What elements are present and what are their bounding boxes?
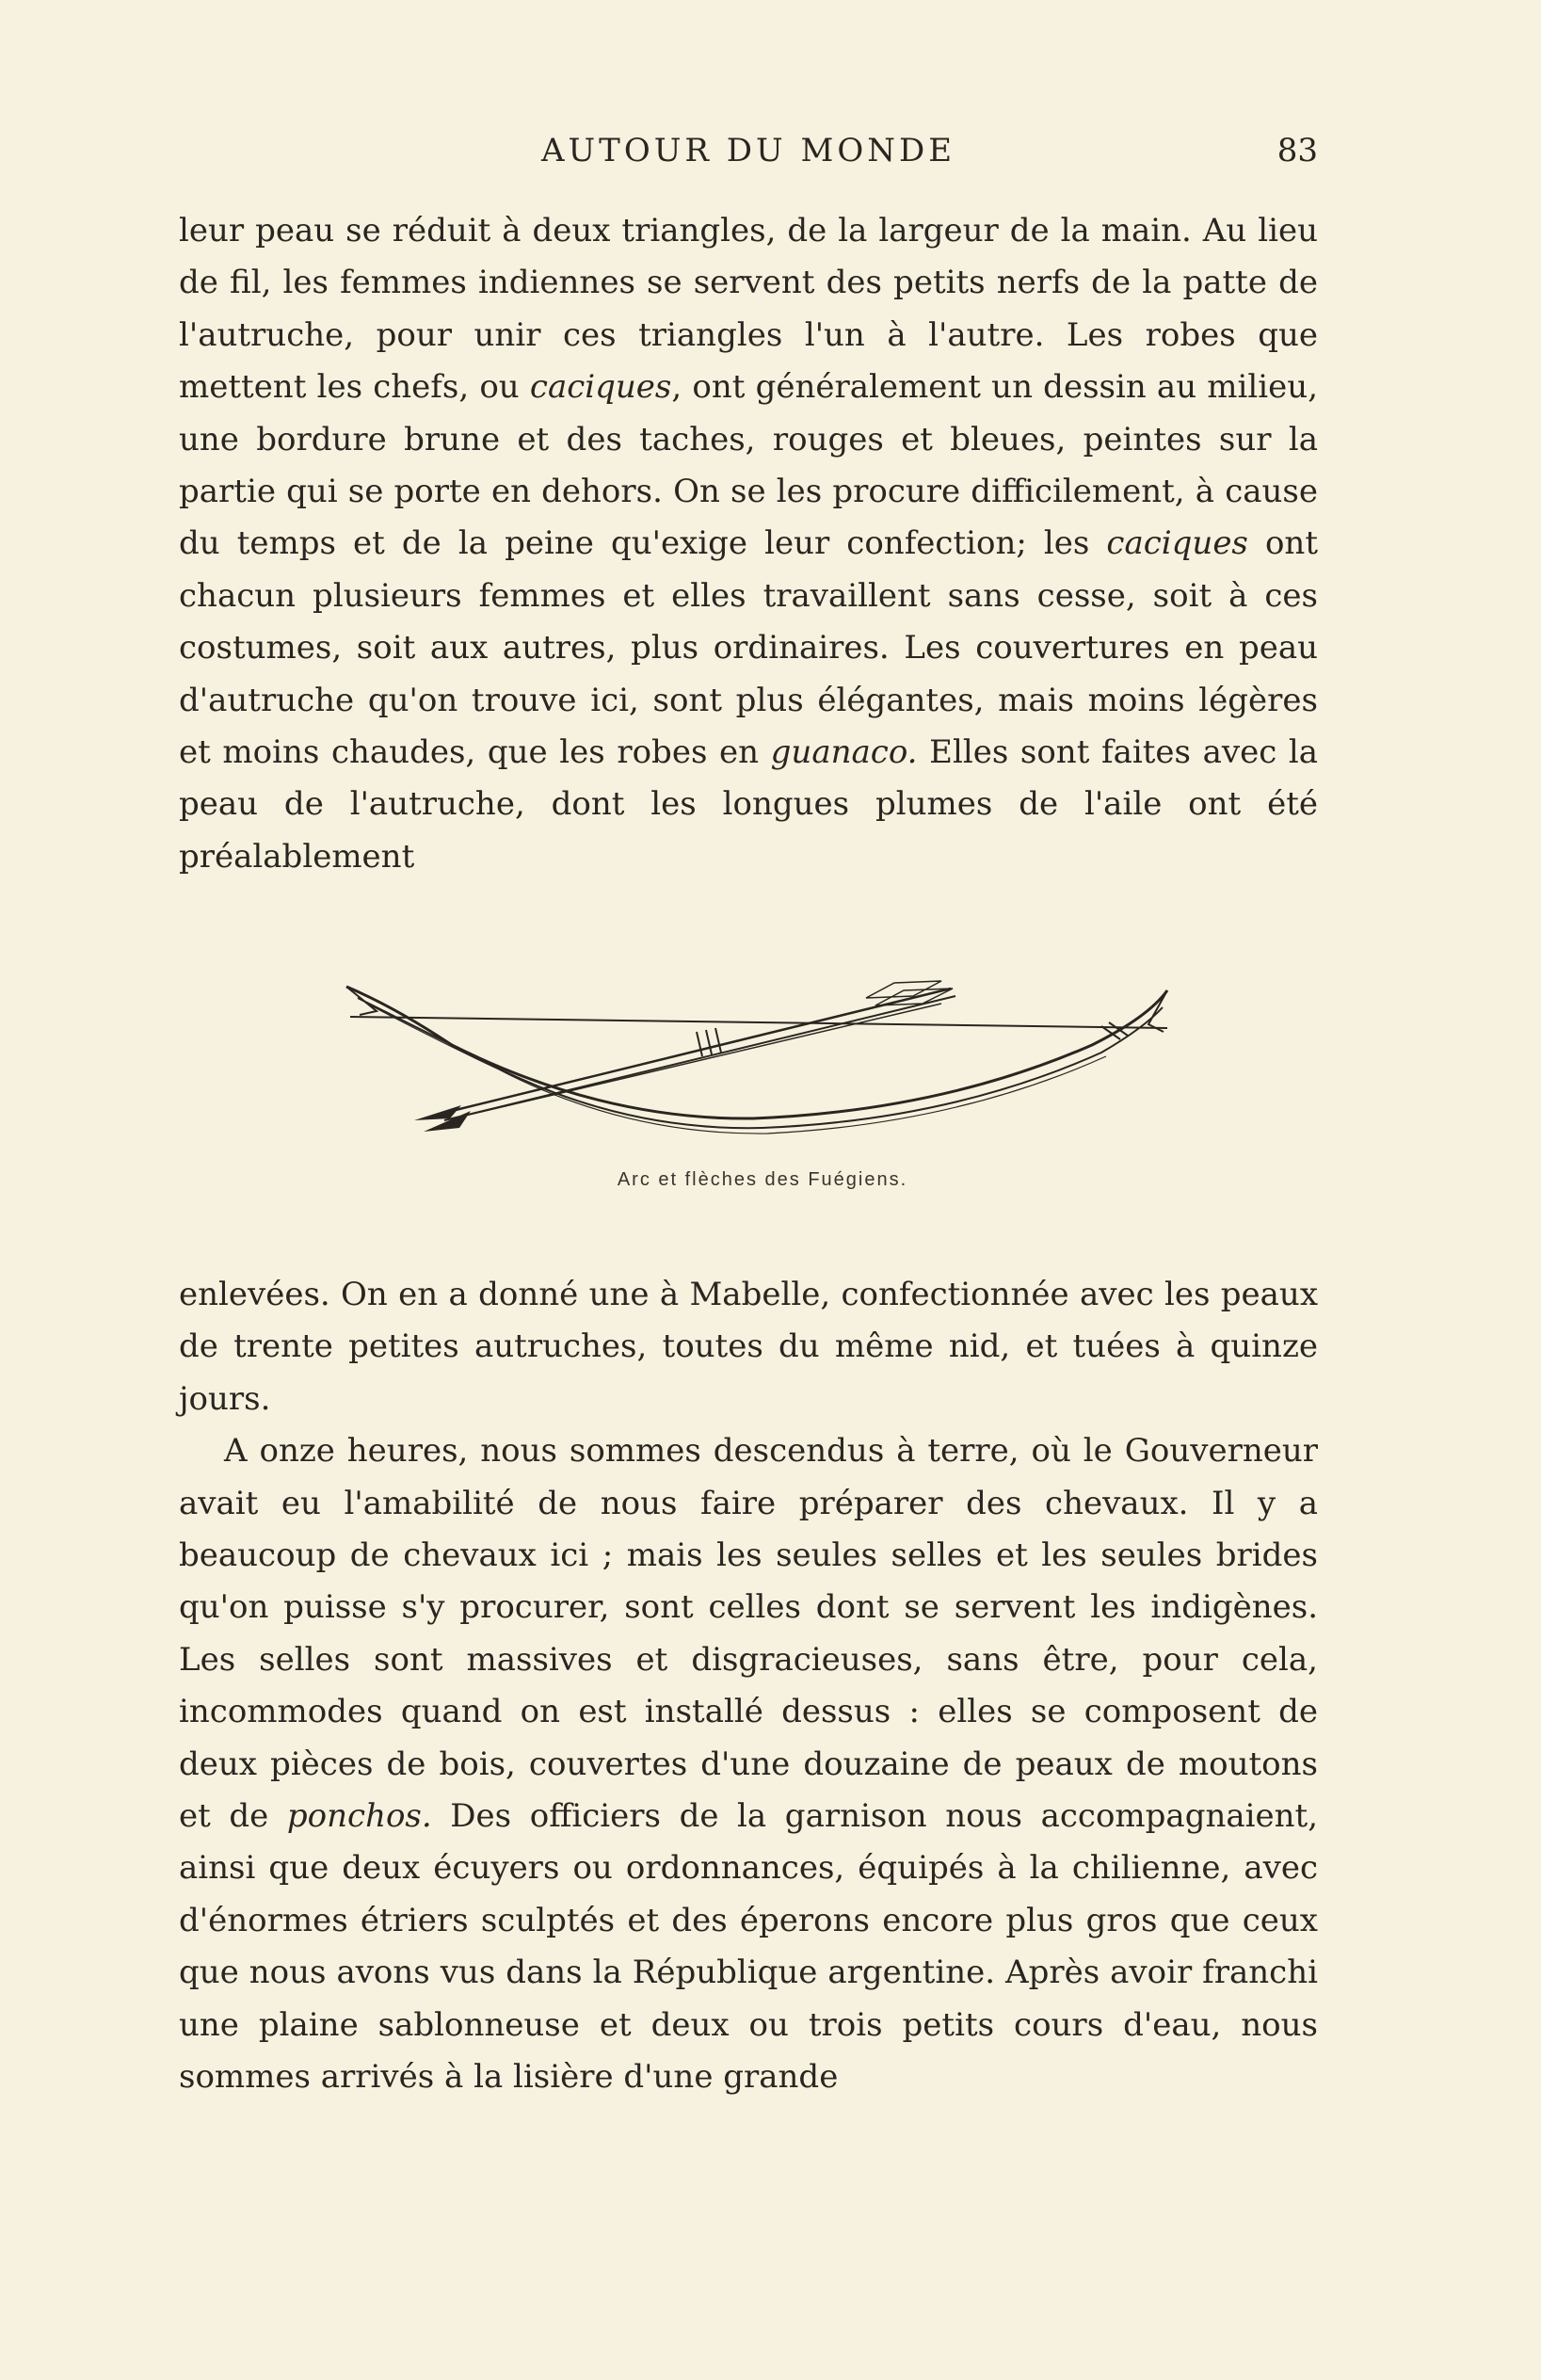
page-number: 83 xyxy=(1276,132,1318,169)
italic-term: guanaco. xyxy=(770,733,918,772)
italic-term: caciques xyxy=(529,368,672,407)
figure-caption: Arc et flèches des Fuégiens. xyxy=(617,1169,908,1190)
paragraph xyxy=(179,1425,1318,2103)
text-block-bottom xyxy=(179,1269,1318,2104)
text-run: Elles sont faites avec la peau de l'autruche, dont les longues plumes de l'aile ont été préalablement xyxy=(179,733,1319,876)
text-run: ont chacun plusieurs femmes et elles travaillent sans cesse, soit à ces costumes, soit aux autres, plus ordinaires. Les couvertures en peau d'autruche qu'on trouve ici, sont plus élégantes, mais moins légères et moins chaudes, que les robes en xyxy=(179,524,1318,772)
text-run: leur peau se réduit à deux triangles, de la largeur de la main. Au lieu de fil, les femmes indiennes se servent des petits nerfs de la patte de l'autruche, pour unir ces triangles l'un à l'autre. Les robes que mettent les chefs, ou xyxy=(179,212,1318,407)
bow-and-arrows-illustration xyxy=(339,970,1186,1167)
text-run: Des officiers de la garnison nous accompagnaient, ainsi que deux écuyers ou ordonnances, équipés à la chilienne, avec d'énormes étriers sculptés et des éperons encore plus gros que ceux que nous avons vus dans la République argentine. Après avoir franchi une plaine sablonneuse et deux ou trois petits cours d'eau, nous sommes arrivés à la lisière d'une grande xyxy=(179,1797,1318,2097)
italic-term: caciques xyxy=(1106,524,1248,563)
text-run: A onze heures, nous sommes descendus à terre, où le Gouverneur avait eu l'amabilité de nous faire préparer des chevaux. Il y a beaucoup de chevaux ici ; mais les seules selles et les seules brides qu'on puisse s'y procurer, sont celles dont se servent les indigènes. Les selles sont massives et disgracieuses, sans être, pour cela, incommodes quand on est installé dessus : elles se composent de deux pièces de bois, couvertes d'une douzaine de peaux de moutons et de xyxy=(179,1432,1318,1836)
italic-term: ponchos. xyxy=(286,1797,432,1836)
page-header xyxy=(179,132,1318,179)
text-run: , ont généralement un dessin au milieu, une bordure brune et des taches, rouges et bleues, peintes sur la partie qui se porte en dehors. On se les procure difficilement, à cause du temps et de la peine qu'exige leur confection; les xyxy=(179,368,1318,563)
paragraph: enlevées. On en a donné une à Mabelle, confectionnée avec les peaux de trente petites autruches, toutes du même nid, et tuées à quinze jours. xyxy=(179,1276,1318,1418)
figure-bow-and-arrows xyxy=(339,970,1186,1205)
paragraph xyxy=(179,205,1318,883)
text-block-top xyxy=(179,205,1318,883)
running-title: AUTOUR DU MONDE xyxy=(540,132,956,169)
